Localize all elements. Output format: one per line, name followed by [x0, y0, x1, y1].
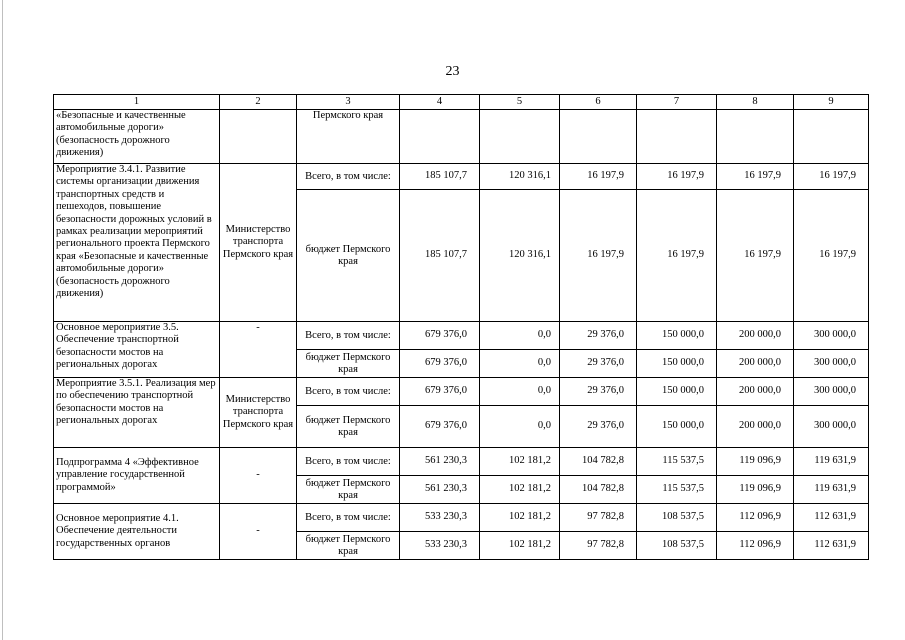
value-cell: 16 197,9	[794, 190, 869, 322]
value-cell: 104 782,8	[560, 476, 637, 504]
value-cell: 185 107,7	[400, 190, 480, 322]
value-cell: 533 230,3	[400, 504, 480, 532]
table-row	[54, 448, 869, 476]
value-cell: 150 000,0	[637, 406, 717, 448]
column-header: 8	[717, 95, 794, 110]
value-cell: 119 631,9	[794, 476, 869, 504]
value-cell: 112 096,9	[717, 532, 794, 560]
value-cell: 150 000,0	[637, 378, 717, 406]
value-cell: 300 000,0	[794, 378, 869, 406]
column-number-row	[54, 95, 869, 110]
activity-name-cell: Мероприятие 3.5.1. Реализация мер по обеспечению транспортной безопасности мостов на региональных дорогах	[54, 378, 220, 448]
value-cell: 300 000,0	[794, 406, 869, 448]
value-cell: 120 316,1	[480, 190, 560, 322]
column-header: 6	[560, 95, 637, 110]
funding-source-cell: Всего, в том числе:	[297, 164, 400, 190]
activity-name-cell: Подпрограмма 4 «Эффективное управление государственной программой»	[54, 448, 220, 504]
value-cell: 120 316,1	[480, 164, 560, 190]
value-cell: 102 181,2	[480, 476, 560, 504]
value-cell	[400, 110, 480, 164]
column-header: 7	[637, 95, 717, 110]
value-cell: 119 096,9	[717, 448, 794, 476]
value-cell: 679 376,0	[400, 406, 480, 448]
value-cell: 200 000,0	[717, 378, 794, 406]
value-cell: 16 197,9	[560, 190, 637, 322]
column-header: 2	[220, 95, 297, 110]
value-cell: 119 631,9	[794, 448, 869, 476]
table-row	[54, 110, 869, 164]
value-cell: 150 000,0	[637, 322, 717, 350]
column-header: 4	[400, 95, 480, 110]
value-cell	[637, 110, 717, 164]
value-cell	[560, 110, 637, 164]
value-cell: 29 376,0	[560, 350, 637, 378]
table-row	[54, 378, 869, 406]
funding-source-cell: бюджет Пермского края	[297, 406, 400, 448]
value-cell: 200 000,0	[717, 350, 794, 378]
column-header: 3	[297, 95, 400, 110]
value-cell: 97 782,8	[560, 504, 637, 532]
value-cell: 300 000,0	[794, 350, 869, 378]
value-cell: 16 197,9	[637, 164, 717, 190]
value-cell: 300 000,0	[794, 322, 869, 350]
value-cell: 533 230,3	[400, 532, 480, 560]
page-number: 23	[445, 64, 460, 79]
value-cell: 16 197,9	[717, 164, 794, 190]
column-header: 9	[794, 95, 869, 110]
value-cell: 185 107,7	[400, 164, 480, 190]
value-cell: 16 197,9	[637, 190, 717, 322]
funding-source-cell: Всего, в том числе:	[297, 322, 400, 350]
program-funding-table	[53, 94, 869, 560]
value-cell: 29 376,0	[560, 378, 637, 406]
value-cell: 0,0	[480, 406, 560, 448]
executor-cell: -	[220, 322, 297, 378]
value-cell	[480, 110, 560, 164]
page-edge-line	[2, 0, 3, 640]
funding-source-cell: бюджет Пермского края	[297, 350, 400, 378]
value-cell: 119 096,9	[717, 476, 794, 504]
activity-name-cell: Основное мероприятие 4.1. Обеспечение деятельности государственных органов	[54, 504, 220, 560]
value-cell: 0,0	[480, 378, 560, 406]
activity-name-cell: Основное мероприятие 3.5. Обеспечение транспортной безопасности мостов на региональных дорогах	[54, 322, 220, 378]
activity-name-cell: Мероприятие 3.4.1. Развитие системы организации движения транспортных средств и пешеходов, повышение безопасности дорожных условий в рамках реализации мероприятий регионального проекта Пермского края «Безопасные и качественные автомобильные дороги» (безопасность дорожного движения)	[54, 164, 220, 322]
value-cell: 679 376,0	[400, 350, 480, 378]
value-cell: 679 376,0	[400, 378, 480, 406]
value-cell: 115 537,5	[637, 448, 717, 476]
value-cell: 108 537,5	[637, 504, 717, 532]
value-cell: 0,0	[480, 322, 560, 350]
value-cell	[794, 110, 869, 164]
value-cell: 200 000,0	[717, 322, 794, 350]
table-row	[54, 504, 869, 532]
value-cell: 97 782,8	[560, 532, 637, 560]
value-cell: 561 230,3	[400, 476, 480, 504]
value-cell: 29 376,0	[560, 322, 637, 350]
funding-source-cell: Всего, в том числе:	[297, 378, 400, 406]
value-cell: 16 197,9	[794, 164, 869, 190]
value-cell: 16 197,9	[560, 164, 637, 190]
value-cell: 112 096,9	[717, 504, 794, 532]
value-cell: 112 631,9	[794, 532, 869, 560]
executor-cell: Министерство транспорта Пермского края	[220, 378, 297, 448]
value-cell: 112 631,9	[794, 504, 869, 532]
activity-name-cell: «Безопасные и качественные автомобильные дороги» (безопасность дорожного движения)	[54, 110, 220, 164]
value-cell	[717, 110, 794, 164]
executor-cell: -	[220, 448, 297, 504]
table-row	[54, 322, 869, 350]
value-cell: 0,0	[480, 350, 560, 378]
column-header: 1	[54, 95, 220, 110]
value-cell: 102 181,2	[480, 504, 560, 532]
funding-source-cell: Пермского края	[297, 110, 400, 164]
value-cell: 29 376,0	[560, 406, 637, 448]
column-header: 5	[480, 95, 560, 110]
value-cell: 104 782,8	[560, 448, 637, 476]
funding-source-cell: бюджет Пермского края	[297, 476, 400, 504]
value-cell: 679 376,0	[400, 322, 480, 350]
value-cell: 102 181,2	[480, 532, 560, 560]
executor-cell: -	[220, 504, 297, 560]
funding-source-cell: бюджет Пермского края	[297, 190, 400, 322]
value-cell: 200 000,0	[717, 406, 794, 448]
executor-cell: Министерство транспорта Пермского края	[220, 164, 297, 322]
funding-source-cell: бюджет Пермского края	[297, 532, 400, 560]
executor-cell	[220, 110, 297, 164]
funding-source-cell: Всего, в том числе:	[297, 504, 400, 532]
value-cell: 150 000,0	[637, 350, 717, 378]
value-cell: 108 537,5	[637, 532, 717, 560]
value-cell: 561 230,3	[400, 448, 480, 476]
value-cell: 102 181,2	[480, 448, 560, 476]
value-cell: 115 537,5	[637, 476, 717, 504]
table-row	[54, 164, 869, 190]
funding-source-cell: Всего, в том числе:	[297, 448, 400, 476]
value-cell: 16 197,9	[717, 190, 794, 322]
